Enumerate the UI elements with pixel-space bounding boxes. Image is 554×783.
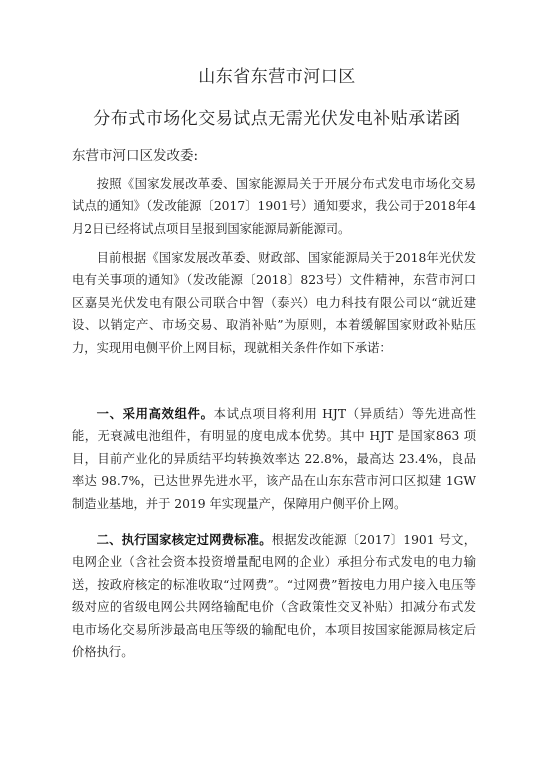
paragraph-3-heading: 一、采用高效组件。: [96, 406, 214, 421]
paragraph-3: [72, 403, 476, 515]
paragraph-2-text: 目前根据《国家发展改革委、财政部、国家能源局关于2018年光伏发电有关事项的通知》（发改能源〔2018〕823号）文件精神，东营市河口区嘉昊光伏发电有限公司联合中智（泰兴）电力科技有限公司以“就近建设、以销定产、市场交易、取消补贴”为原则，本着缓解国家财政补贴压力，实现用电侧平价上网目标，现就相关条件作如下承诺：: [72, 251, 476, 355]
paragraph-4: [72, 529, 476, 663]
paragraph-1-text: 按照《国家发展改革委、国家能源局关于开展分布式发电市场化交易试点的通知》（发改能源〔2017〕1901号）通知要求，我公司于2018年4月2日已经将试点项目呈报到国家能源局新能源司。: [72, 177, 476, 236]
paragraph-4-text: 根据发改能源〔2017〕1901 号文，电网企业（含社会资本投资增量配电网的企业）承担分布式发电的电力输送，按政府核定的标准收取“过网费”。“过网费”暂按电力用户接入电压等级对应的省级电网公共网络输配电价（含政策性交叉补贴）扣减分布式发电市场化交易所涉最高电压等级的输配电价，本项目按国家能源局核定后价格执行。: [72, 533, 476, 660]
document-title-line1: 山东省东营市河口区: [198, 67, 356, 87]
paragraph-2: [72, 247, 476, 359]
paragraph-3-text: 本试点项目将利用 HJT（异质结）等先进高性能，无衰减电池组件，有明显的度电成本优势。其中 HJT 是国家863 项目，目前产业化的异质结平均转换效率达 22.8%，最高达 23.4%，良品率达 98.7%，已达世界先进水平，该产品在山东东营市河口区拟建 1GW 制造业基地，并于 2019 年实现量产，保障用户侧平价上网。: [72, 407, 476, 511]
paragraph-4-heading: 二、执行国家核定过网费标准。: [96, 532, 272, 547]
document-title-line2: 分布式市场化交易试点无需光伏发电补贴承诺函: [93, 109, 461, 129]
recipient-line: 东营市河口区发改委:: [72, 148, 199, 164]
paragraph-1: [72, 173, 476, 240]
